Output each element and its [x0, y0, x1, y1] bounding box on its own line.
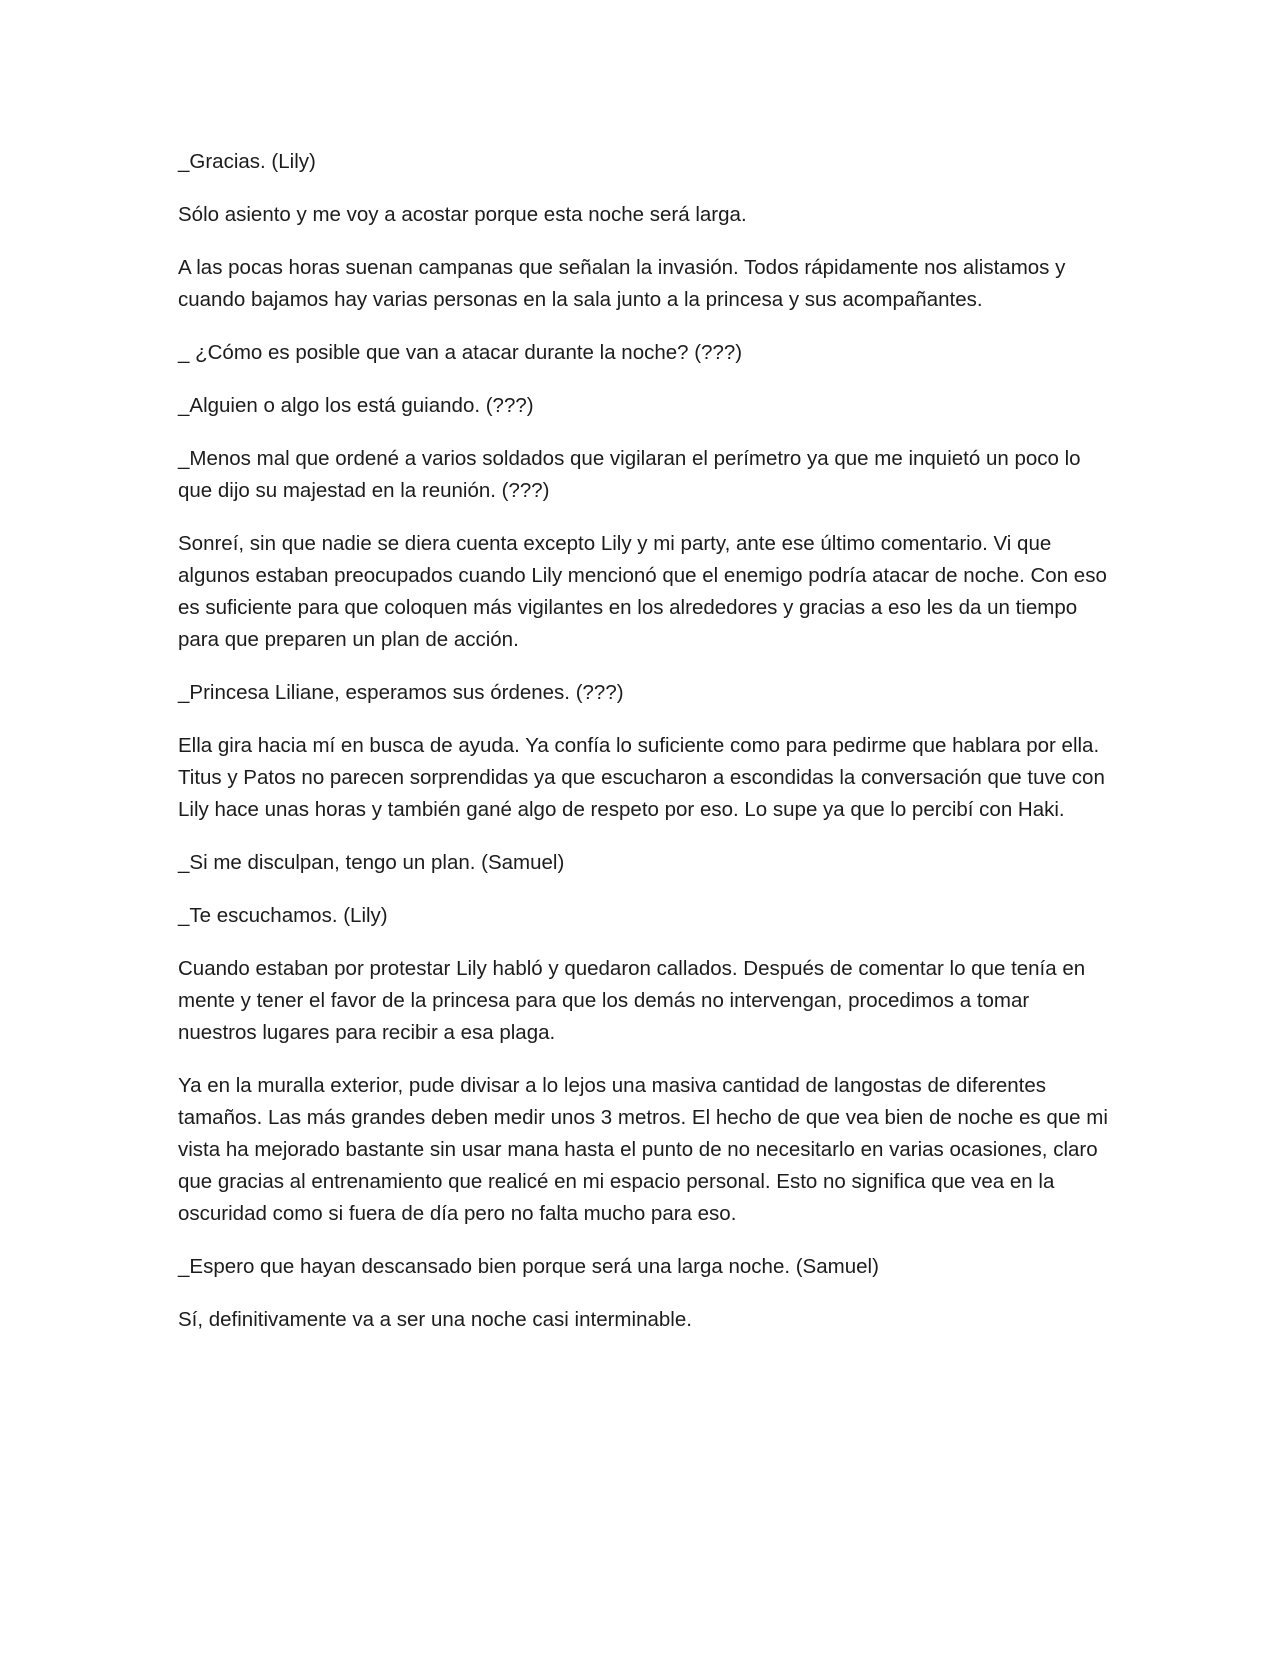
narrative-paragraph: Ya en la muralla exterior, pude divisar a lo lejos una masiva cantidad de langostas de diferentes tamaños. Las más grandes deben medir unos 3 metros. El hecho de que vea bien de noche es que mi vista ha mejorado bastante sin usar mana hasta el punto de no necesitarlo en varias ocasiones, claro que gracias al entrenamiento que realicé en mi espacio personal. Esto no significa que vea en la oscuridad como si fuera de día pero no falta mucho para eso.	[178, 1074, 1108, 1225]
dialogue-line: _Te escuchamos. (Lily)	[178, 904, 388, 927]
dialogue-line: _Gracias. (Lily)	[178, 150, 316, 173]
narrative-paragraph: A las pocas horas suenan campanas que señalan la invasión. Todos rápidamente nos alistamos y cuando bajamos hay varias personas en la sala junto a la princesa y sus acompañantes.	[178, 256, 1066, 311]
narrative-paragraph: Ella gira hacia mí en busca de ayuda. Ya confía lo suficiente como para pedirme que hablara por ella. Titus y Patos no parecen sorprendidas ya que escucharon a escondidas la conversación que tuve con Lily hace unas horas y también gané algo de respeto por eso. Lo supe ya que lo percibí con Haki.	[178, 734, 1105, 821]
dialogue-line: _Espero que hayan descansado bien porque será una larga noche. (Samuel)	[178, 1255, 879, 1278]
dialogue-line: _Menos mal que ordené a varios soldados que vigilaran el perímetro ya que me inquietó un poco lo que dijo su majestad en la reunión. (???)	[178, 447, 1081, 502]
document-body	[178, 146, 1108, 1357]
dialogue-line: _Si me disculpan, tengo un plan. (Samuel)	[178, 851, 565, 874]
narrative-paragraph: Sólo asiento y me voy a acostar porque esta noche será larga.	[178, 203, 747, 226]
dialogue-line: _ ¿Cómo es posible que van a atacar durante la noche? (???)	[178, 341, 743, 364]
narrative-paragraph: Cuando estaban por protestar Lily habló y quedaron callados. Después de comentar lo que tenía en mente y tener el favor de la princesa para que los demás no intervengan, procedimos a tomar nuestros lugares para recibir a esa plaga.	[178, 957, 1086, 1044]
dialogue-line: _Princesa Liliane, esperamos sus órdenes. (???)	[178, 681, 624, 704]
narrative-paragraph: Sí, definitivamente va a ser una noche casi interminable.	[178, 1308, 692, 1331]
narrative-paragraph: Sonreí, sin que nadie se diera cuenta excepto Lily y mi party, ante ese último comentario. Vi que algunos estaban preocupados cuando Lily mencionó que el enemigo podría atacar de noche. Con eso es suficiente para que coloquen más vigilantes en los alrededores y gracias a eso les da un tiempo para que preparen un plan de acción.	[178, 532, 1107, 651]
dialogue-line: _Alguien o algo los está guiando. (???)	[178, 394, 534, 417]
